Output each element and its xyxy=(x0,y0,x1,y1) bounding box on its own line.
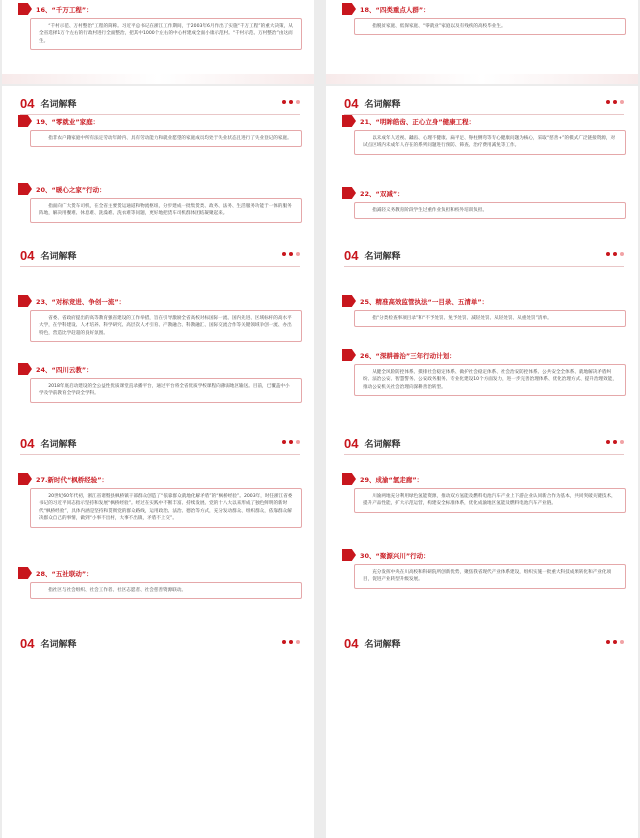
section-number: 04 xyxy=(20,247,35,263)
term-card xyxy=(342,548,626,589)
term-definition-box xyxy=(30,18,302,50)
section-number: 04 xyxy=(20,95,35,111)
term-card xyxy=(18,2,302,50)
term-definition-box xyxy=(30,488,302,528)
term-tag xyxy=(18,2,302,16)
term-definition-box xyxy=(354,130,626,155)
section-title: 名词解释 xyxy=(40,99,77,110)
term-tag xyxy=(342,472,626,486)
term-title: 28、“五社联动”： xyxy=(36,569,93,578)
section-title: 名词解释 xyxy=(40,251,77,262)
term-title: 20、“暖心之家”行动： xyxy=(36,185,106,194)
slide-header xyxy=(20,94,76,112)
section-title: 名词解释 xyxy=(40,639,77,650)
term-card xyxy=(342,294,626,327)
arrow-tag-icon xyxy=(342,295,356,307)
term-tag xyxy=(342,348,626,362)
section-title: 名词解释 xyxy=(40,439,77,450)
term-definition: 从健全风险防控体系、摸排社会稳定体系、做护社会稳定体系、社会治安防控体系、公共安全全体系、就地解决矛盾纠纷、法治公安、智慧警务、公安政务服务、专业化建设10个方面发力，进一步完善治理体系、优化治理方式、提升治理效能，推动公安机关社会治理向深耕善治转型。 xyxy=(363,370,617,390)
term-tag xyxy=(18,294,302,308)
term-title: 16、“千万工程”： xyxy=(36,5,93,14)
term-definition: 省委、省政府提出的高等教育强省建设的工作举措，旨在引导激励全省高校对标国际一流、国内先进、区域标杆的高水平大学，在学科建设、人才培养、科学研究、高层次人才引育、产教融合、科教融汇、国际交流合作等关键领域争创一流、办出特色，营造比学赶超的良好氛围。 xyxy=(39,316,292,336)
term-definition-box xyxy=(30,310,302,342)
term-tag xyxy=(342,2,626,16)
term-card xyxy=(342,2,626,35)
dots-decoration xyxy=(606,100,624,104)
section-number: 04 xyxy=(20,635,35,651)
term-title: 21、“明眸皓齿、正心立身”健康工程： xyxy=(360,117,476,126)
section-number: 04 xyxy=(344,95,359,111)
slide-header xyxy=(20,434,76,452)
dots-decoration xyxy=(606,252,624,256)
slide-header xyxy=(344,634,400,652)
term-card xyxy=(18,362,302,403)
term-definition: 2018年底启动建设的全公益性优质课堂直录播平台，通过平台将全省优质学校课程向薄弱地区输送。目前，已覆盖中小学及学前教育全学段全学科。 xyxy=(39,384,290,397)
term-definition: 指“分类检查事项目录”和“不予处罚、免予处罚、减轻处罚、从轻处罚、从重处罚”清单。 xyxy=(372,316,552,321)
term-tag xyxy=(18,472,302,486)
arrow-tag-icon xyxy=(18,473,32,485)
arrow-tag-icon xyxy=(18,363,32,375)
term-definition: 20世纪60年代初，浙江省诸暨县枫桥镇干部群众创造了“依靠群众就地化解矛盾”的“枫桥经验”。2003年，时任浙江省委书记的习近平同志指示坚持和发展“枫桥经验”。经过在实践中不断丰富、持续发展、党的十八大以来形成了独色鲜明的新时代“枫桥经验”，具体内涵是坚持和贯彻党的群众路线，运用政治、法治、德治等方式，充分发动群众、组织群众，依靠群众解决群众自己的事情，做到“小事不出村，大事不出镇，矛盾不上交”。 xyxy=(39,494,293,522)
term-definition-box xyxy=(354,488,626,513)
arrow-tag-icon xyxy=(342,549,356,561)
term-tag xyxy=(18,362,302,376)
dots-decoration xyxy=(606,640,624,644)
term-definition: 指减轻义务教育阶段学生过重作业负担和校外培训负担。 xyxy=(372,208,488,213)
term-definition-box xyxy=(354,364,626,396)
term-tag xyxy=(342,548,626,562)
term-definition: 川渝两地充分利用绿色氢能资源，推动双方氢能及燃料电池汽车产业上下游企业认同新合作为基本，共同突破关键技术，提升产品性能，扩大示范运营，构建安全标准体系，优化成渝地区氢能及燃料电池汽车产业链。 xyxy=(363,494,616,507)
slide-5 xyxy=(2,238,314,450)
term-title: 30、“聚源兴川”行动： xyxy=(360,551,430,560)
arrow-tag-icon xyxy=(18,183,32,195)
dots-decoration xyxy=(282,640,300,644)
section-number: 04 xyxy=(20,435,35,451)
arrow-tag-icon xyxy=(342,3,356,15)
slide-9 xyxy=(2,626,314,838)
term-definition-box xyxy=(30,378,302,403)
term-card xyxy=(342,186,626,219)
arrow-tag-icon xyxy=(18,115,32,127)
term-definition: 以未成年人近视、龋齿、心理不健康、扁平足、脊柱侧弯等专心健康问题为核心，采取“慈善+”的模式广泛链接资源，对试点区域内未成年人存在的系列问题进行预防、筛查、治疗费用减免等工作。 xyxy=(363,136,616,149)
arrow-tag-icon xyxy=(342,187,356,199)
term-title: 18、“四类重点人群”： xyxy=(360,5,430,14)
term-definition: 指社区与社会组织、社会工作者、社区志愿者、社会慈善资源联动。 xyxy=(48,588,187,593)
term-definition: 指面向广大货车司机，在全省主要货运通道和物流枢纽，分步建成一批集货类、政务、法务、生活服务功能于一体的服务阵地，解决用餐难、休息难、洗澡难、洗衣难等问题，更好地把货车司机群体团结凝聚起来。 xyxy=(39,204,292,217)
dots-decoration xyxy=(282,252,300,256)
term-definition-box xyxy=(354,310,626,327)
term-title: 23、“对标竞进、争创一流”： xyxy=(36,297,126,306)
section-title: 名词解释 xyxy=(364,639,401,650)
slide-header xyxy=(344,94,400,112)
section-title: 名词解释 xyxy=(364,251,401,262)
slide-header xyxy=(20,246,76,264)
term-card xyxy=(18,472,302,528)
arrow-tag-icon xyxy=(342,115,356,127)
slide-10 xyxy=(326,626,638,838)
slide-7 xyxy=(2,426,314,638)
slide-header xyxy=(344,246,400,264)
term-title: 25、精准高效监管执法“一目录、五清单”： xyxy=(360,297,489,306)
slide-header xyxy=(344,434,400,452)
term-title: 19、“零就业”家庭： xyxy=(36,117,100,126)
term-card xyxy=(18,114,302,147)
term-card xyxy=(342,348,626,396)
term-title: 22、“双减”： xyxy=(360,189,404,198)
term-card xyxy=(18,182,302,223)
term-tag xyxy=(18,114,302,128)
term-definition-box xyxy=(30,198,302,223)
dots-decoration xyxy=(606,440,624,444)
term-card xyxy=(342,114,626,155)
arrow-tag-icon xyxy=(18,567,32,579)
slide-header xyxy=(20,634,76,652)
arrow-tag-icon xyxy=(18,295,32,307)
term-tag xyxy=(342,186,626,200)
term-definition: “千村示范、万村整治”工程的简称。习近平总书记在浙江工作期间，于2003年6月作出了实施“千万工程”的重大决策，从全省选择1万个左右的行政村进行全面整治，把其中1000个左右的中心村建成全面小康示范村。“千村示范、万村整治”由这而生。 xyxy=(39,24,293,44)
term-tag xyxy=(18,182,302,196)
term-definition-box xyxy=(354,564,626,589)
arrow-tag-icon xyxy=(18,3,32,15)
term-card xyxy=(18,566,302,599)
term-definition-box xyxy=(354,202,626,219)
dots-decoration xyxy=(282,440,300,444)
term-title: 29、成渝“氢走廊”： xyxy=(360,475,424,484)
slide-1 xyxy=(2,0,314,84)
term-definition: 指非农户籍家庭中所有法定劳动年龄内、具有劳动能力和就业愿望的家庭成员均处于失业状态且进行了失业登记的家庭。 xyxy=(48,136,292,141)
term-definition-box xyxy=(354,18,626,35)
slide-8 xyxy=(326,426,638,638)
term-definition-box xyxy=(30,130,302,147)
arrow-tag-icon xyxy=(342,473,356,485)
term-definition: 充分发挥中央在川高校和科研院所创新优势，聚焦我省现代产业体系建设，组织实施一批重大科技成果转化和产业化项目，促进产业转型升级发展。 xyxy=(363,570,612,583)
section-title: 名词解释 xyxy=(364,439,401,450)
dots-decoration xyxy=(282,100,300,104)
term-tag xyxy=(342,114,626,128)
section-number: 04 xyxy=(344,635,359,651)
term-tag xyxy=(342,294,626,308)
term-tag xyxy=(18,566,302,580)
slide-6 xyxy=(326,238,638,450)
section-number: 04 xyxy=(344,247,359,263)
term-title: 24、“四川云教”： xyxy=(36,365,93,374)
section-title: 名词解释 xyxy=(364,99,401,110)
term-definition: 指脱贫家庭、低保家庭、“零就业”家庭以及有残疾的高校毕业生。 xyxy=(372,24,506,29)
term-card xyxy=(342,472,626,513)
arrow-tag-icon xyxy=(342,349,356,361)
term-definition-box xyxy=(30,582,302,599)
slide-2 xyxy=(326,0,638,84)
term-card xyxy=(18,294,302,342)
term-title: 27.新时代“枫桥经验”： xyxy=(36,475,109,484)
term-title: 26、“深耕善治”三年行动计划： xyxy=(360,351,456,360)
section-number: 04 xyxy=(344,435,359,451)
